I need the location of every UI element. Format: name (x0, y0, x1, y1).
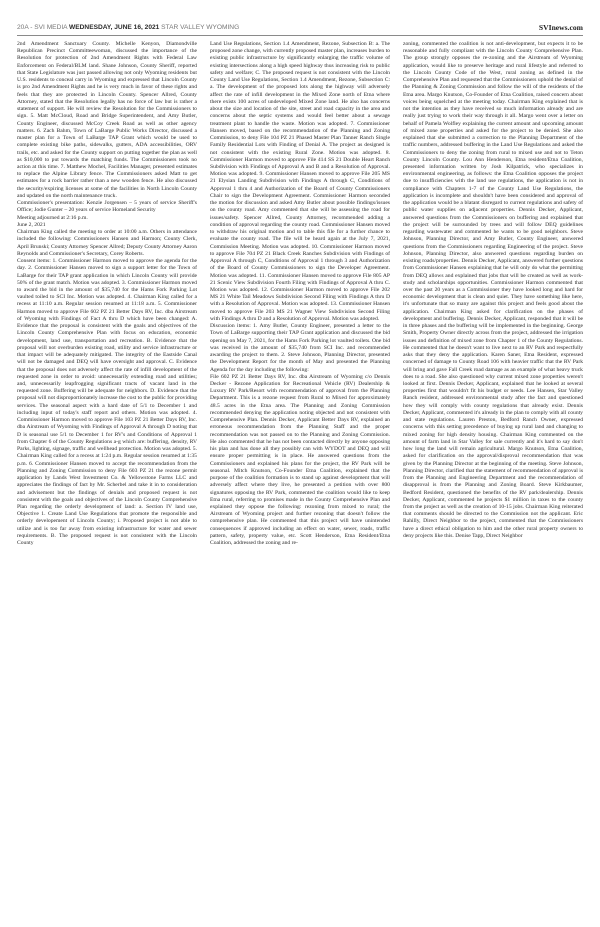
column-1 (17, 41, 197, 891)
paragraph: zoning, commented the coalition is not anti-development, but expects it to be reasonable and fully compliant with the Lincoln County Comprehensive Plan. The group strongly opposes the re-zoning and the Airstream of Wyoming application, would like to preserve heritage and rural lifestyle and referred to the Lincoln County Code of the West, rural zoning as defined in the Comprehensive Plan and requested that the Commissioners uphold the denial of the Planning & Zoning Commission and follow the will of the residents of the Etna area. Margo Knutson, Co-Founder of Etna Coalition, raised concern about voices being squelched at the meeting today. Chairman King explained that is not the intention as they have received so much information already and are really just trying to work their way through it all. Margo went over a letter on behalf of Pamela Wolfley explaining the current amount and upcoming amount of mixed zone properties and asked for the project to be denied. She also explained that she submitted a correction to the Planning Department of the traffic numbers, addressed buffering in the Land Use Regulations and asked the Commissioners to deny the zoning from rural to mixed use and not to Teton County Lincoln County. Lou Ann Henderson, Etna resident/Etna Coalition, presented information written by Josh Kilpatrick, who specializes in environmental engineering, as follows: the Etna Coalition opposes the project due to insufficiencies with the land use regulations, the application is not in compliance with Chapters 1-7 of the County Land Use Regulations, the application is incomplete and shouldn't have been considered and approval of the application would be a blatant disregard to current regulations and safety of public water supplies on adjacent properties. Dennis Decker, Applicant, answered questions from the Commissioners on buffering and explained that the project will be surrounded by trees and will follow DEQ guidelines regarding wastewater and commented he wants to be good neighbors. Steve Johnson, Planning Director, and Amy Butler, County Engineer, answered questions from the Commissioners regarding Engineering of the project. Steve Johnson, Planning Director, also answered questions regarding burden on existing roads/properties. Dennis Decker, Applicant, answered further questions from Commissioner Hansen explaining that he will only do what the permitting from DEQ allows and explained that jobs that will be created as well as work-study and scholarships opportunities. Commissioner Harmon commented that over the past 20 years as a Commissioner they have looked long and hard for economic development that is clean and quiet. They have something like here, it's unfortunate that so many are against this project and feels good about the application. Chairman King asked for clarification on the phases of development and buffering. Dennis Decker, Applicant, responded that it will be in three phases and the buffering will be implemented in the beginning. George Smith, Property Owner directly across from the project, addressed the irrigation issues and definition of mixed zone from Chapter 1 of the County Regulations. He commented that he doesn't want to live next to an RV Park and respectfully asks that they deny the application. Karen Saner, Etna Resident, expressed concerned of damage to County Road 106 with heavier traffic that the RV Park will bring and gave Fall Creek road damage as an example of what heavy truck does to a road. She also questioned why current mixed zone properties weren't looked at first. Dennis Decker, Applicant, explained that he looked at several properties first that wouldn't fit his budget or needs. Lee Hansen, Star Valley Ranch resident, addressed environmental study after the fact and questioned how they will comply with county regulations that already exist. Dennis Decker, Applicant, commented it's already in the plan to comply with all county and state regulations. Lauren Preston, Bedford Ranch Owner, expressed concerns with this setting precedence of buying up rural land and changing to mixed zoning for high density housing. Chairman King commented on the amount of farm land in Star Valley for sale currently and it's hard to say don't how long the land will remain agricultural. Margo Knutson, Etna Coalition, asked for clarification on the approval/disproval recommendation that was given by the Planning Director at the beginning of the meeting. Steve Johnson, Planning Director, clarified that the statement of recommendation of approval is from the Planning and Engineering Department and the recommendation of disapproval is from the Planning and Zoning Board. Steve Kirkbaumer, Bedford Resident, questioned the benefits of the RV park/dealership. Dennis Decker, Applicant, commented he projects $1 million in taxes to the county from the project as well as the creation of 10-15 jobs. Chairman King reiterated that comments should be directed to the Commission not the applicant. Eric Rahilly, Direct Neighbor to the project, commented that the Commissioners have a direct ethical obligation to him and the other rural property owners to deny projects like this. Denise Tapp, Direct Neighbor (403, 41, 583, 539)
header-rule (17, 35, 583, 36)
folio (17, 24, 239, 31)
paragraph: Chairman King called the meeting to order at 10:00 a.m. Others in attendance included the following: Commissioners Hansen and Harmon; County Clerk, April Brunski; County Attorney Spencer Allred; Deputy County Attorney Aaron Reynolds and Commissioner's Secretary, Corey Roberts. (17, 229, 197, 257)
article-columns (17, 41, 583, 891)
paragraph: Meeting adjourned at 2:16 p.m. (17, 214, 88, 221)
paragraph: 2nd Amendment Sanctuary County. Michelle Kenyon, Diamondville Republican Precinct Committeewoman, discussed the importance of the Resolution for protection of 2nd Amendment Rights with Federal Law Enforcement on Federal/BLM land. Shane Johnson, County Sheriff, reported that State Legislature was just passed allowing not only Wyoming residents but U.S. residents to conceal carry in Wyoming and expressed that Lincoln County is pro 2nd Amendment Rights and he is very much in favor of these rights and feels that they are protected in Lincoln County. Spencer Allred, County Attorney, stated that the Resolution legally has no force of law but is rather a statement of support. He will review the Resolution for the Commissioners to sign. 5. Matt McCloud, Road and Bridge Superintendent, and Amy Butler, County Engineer, discussed McCoy Creek Road as well as other agency matters. 6. Zach Bahm, Town of LaBarge Public Works Director, discussed a master plan for a Town of LaBarge TAP Grant which would be used to complete existing bike paths, sidewalks, gutters, ADA accessibilities, ORV trails, etc. and asked for the County support on putting together the plan as well as $10,000 to put towards the matching funds. The Commissioners took no action at this time. 7. Matthew Mochel, Facilities Manager, presented estimates to replace the Alpine Library fence. The Commissioners asked Matt to get estimates for a rock barrier rather than a new wooden fence. He also discussed the security/expiring licenses at some of the facilities in North Lincoln County and updated on the north maintenance truck. (17, 41, 197, 199)
page-header (17, 24, 583, 34)
column-2 (210, 41, 390, 891)
paragraph: Consent items: 1. Commissioner Harmon moved to approve the agenda for the day. 2. Commissioner Hansen moved to sign a support letter for the Town of LaBarge for their TAP grant application in which Lincoln County will provide 50% of the grant match. Motion was adopted. 3. Commissioner Harmon moved to award the bid in the amount of $35,740 for the Hams Fork Parking Lot vaulted toiled to SCI Inc. Motion was adopted. 4. Chairman King called for a recess at 11:10 a.m. Regular session resumed at 11:18 a.m. 5. Commissioner Harmon moved to approve File 602 PZ 21 Better Days RV, Inc. dba Airstream of Wyoming with Findings of Fact A thru D which have been changed: A. Evidence that the proposal is consistent with the goals and objectives of the Lincoln County Comprehensive Plan with focus on education, economic development, land use, transportation and recreation. B. Evidence that the proposal will not overburden existing road, utility and service infrastructure or that impact will be adequately mitigated. The integrity of the Eastside Canal will not be damaged and DEQ will have oversight and approval. C. Evidence that the proposal does not adversely affect the rate of infill development of the requested zone in order to avoid: unnecessarily extending road and utilities; and, unnecessarily leapfrogging significant tracts of vacant land in the requested zone. Buffering will be adequate for neighbors. D. Evidence that the proposal will not disproportionately increase the cost to the public for providing services. The seasonal aspect with a hard date of 5/1 to December 1 and including input of today's staff report and others. Motion was adopted. 4. Commissioner Harmon moved to approve File 103 PZ 21 Better Days RV, Inc. dba Airstream of Wyoming with Findings of Approval A through D noting that D is seasonal use 5/1 to December 1 for RV's and Conditions of Approval 1 from Chapter 6 of the County Regulations a-g which are: buffering, density, RV Parks, lighting, signage, traffic and wellhead protection. Motion was adopted. 5. Chairman King called for a recess at 1:24 p.m. Regular session resumed at 1:35 p.m. 6. Commissioner Hansen moved to accept the recommendation from the Planning and Zoning Commission to deny File 603 PZ 21 the rezone permit application by Lands West Investment Co. & Yellowstone Farms LLC and appreciates the findings of fact by Mr. Scherbel and take it in to consideration and advisement but the findings of denials and proposed request is not consistent with the goals and objectives of the Lincoln County Comprehensive Plan regarding the orderly development of land: a. Section IV land use, Objective 1. Create Land Use Regulations that promote the responsible and orderly developement of Lincoln County; i. Proposed project is not able to utilize and is too far away from existing infrastructure for water and sewer requirements. B. The proposed request is not consistent with the Lincoln County (17, 258, 197, 547)
issue-date: WEDNESDAY, JUNE 16, 2021 (69, 24, 160, 31)
paragraph: Discussion items: 1. Amy Butler, County Engineer, presented a letter to the Town of LaBarge supporting their TAP Grant application and discussed the bid opening on May 7, 2021, for the Hams Fork Parking lot vaulted toilets. One bid was received in the amount of $35,740 from SCI Inc. and recommended awarding the project to them. 2. Steve Johnson, Planning Director, presented the Development Report for the month of May and presented the Planning Agenda for the day including the following: (210, 323, 390, 373)
paragraph: June 2, 2021 (17, 221, 46, 228)
paragraph: Commissioner's presentation: Kenzie Jorgensen – 5 years of service Sheriff's Office; Jodie Gunter – 20 years of service Homeland Security (17, 200, 197, 214)
paragraph: File 602 PZ 21 Better Days RV, Inc. dba Airstream of Wyoming c/o Dennis Decker - Rezone Application for Recreational Vehicle (RV) Dealership & Luxury RV Park/Resort with recommendation of approval from the Planning Department. This is a rezone request from Rural to Mixed for approximately 48.5 acres in the Etna area. The Planning and Zoning Commission recommended denying the application noting objected and not consistent with Comprehensive Plan. Dennis Decker, Applicant Better Days RV, explained an erroneous recommendation from the Planning Staff and the proper recommendation was not passed on to the Planning and Zoning Commission. He also commented that he has not been contacted directly by anyone opposing his plan and has done all they possibly can with WYDOT and DEQ and will ensure proper permitting is in place. He answered questions from the Commissioners and explained his plans for the project, the RV Park will be seasonal. Mitch Knutson, Co-Founder Etna Coalition, explained that the purpose of the coalition formation is to stand up against development that will adversely affect where they live, he presented a petition with over 800 signatures opposing the RV Park, commented the coalition would like to keep Etna rural, referring to promises made in the County Comprehensive Plan and explained they oppose the following: rezoning from mixed to rural; the Airstream of Wyoming project and further rezoning that doesn't follow the comprehensive plan. He commented that this project will have unintended consequences if approved including an effect on water, sewer, roads, traffic pattern, safety, property value, etc. Scott Henderson, Etna Resident/Etna Coalition, addressed the zoning and re- (210, 373, 390, 547)
website-label: SVInews.com (538, 23, 583, 32)
page-label: 20A - SVI MEDIA (17, 24, 70, 31)
column-3 (403, 41, 583, 891)
paragraph: Land Use Regulations, Section 1.4 Amendment, Rezone, Subsection B: a. The proposed zone change, with currently proposed master plan, increases burden to existing public infrastructure by significantly enlarging the traffic volume of existing intersections along a high speed highway thus increasing risk to public safety and welfare; C. The proposed request is not consistent with the Lincoln County Land Use Regulations, Section 1.4 Amendment, Rezone, Subsection C: a. The development of the proposed lots along the highway will adversely affect the rate of infill development in the Mixed Zone north of Etna where there exists 100 acres of undeveloped Mixed Zone land. He also has concerns about the size and location of the site, street and road capacity in the area and concerns about the septic systems and would feel better about a sewage treatment plant to handle the waste. Motion was adopted. 7. Commissioner Hansen moved, based on the recommendation of the Planning and Zoning Commission, to deny File 104 PZ 21 Phased Master Plan Tanner Ranch Single Family Residential Lots with Finding of Denial A. The project as designed is not consistent with the existing Rural Zone. Motion was adopted. 8. Commissioner Harmon moved to approve File 414 SS 21 Double Heart Ranch Subdivision with Findings of Approval A and B and a Resolution of Approval. Motion was adopted. 9. Commissioner Hansen moved to approve File 205 MS 21 Elysian Landing Subdivision with Findings A through C, Conditions of Approval 1 thru 4 and Authorization of the Board of County Commissioners Chair to sign the Development Agreement. Commissioner Harmon seconded the motion for discussion and asked Amy Butler about possible findings/issues on the county road. Amy commented that she will be assessing the road for issues/safety. Spencer Allred, County Attorney, recommended adding a condition of approval regarding the county road. Commissioner Hansen moved to withdraw his original motion and to table this file for a further chance to evaluate the county road. The file will be heard again at the July 7, 2021, Commission Meeting. Motion was adopted. 10. Commissioner Harmon moved to approve File 704 PZ 21 Black Creek Ranches Subdivision with Findings of Approval A through C, Conditions of Approval 1 through 3 and Authorization of the Board of County Commissioners to sign the Developer Agreement. Motion was adopted. 11. Commissioner Hansen moved to approve File 805 AP 21 Scenic View Subdivision Fourth Filing with Findings of Approval A thru C. Motion was adopted. 12. Commissioner Harmon moved to approve File 202 MS 21 White Tail Meadows Subdivision Second Filing with Findings A thru D with a Resolution of Approval. Motion was adopted. 13. Commissioner Hansen moved to approve File 203 MS 21 Wagner View Subdivision Second Filing with Findings A thru D and a Resolution of Approval. Motion was adopted. (210, 41, 390, 322)
publication-name: STAR VALLEY WYOMING (159, 24, 240, 31)
